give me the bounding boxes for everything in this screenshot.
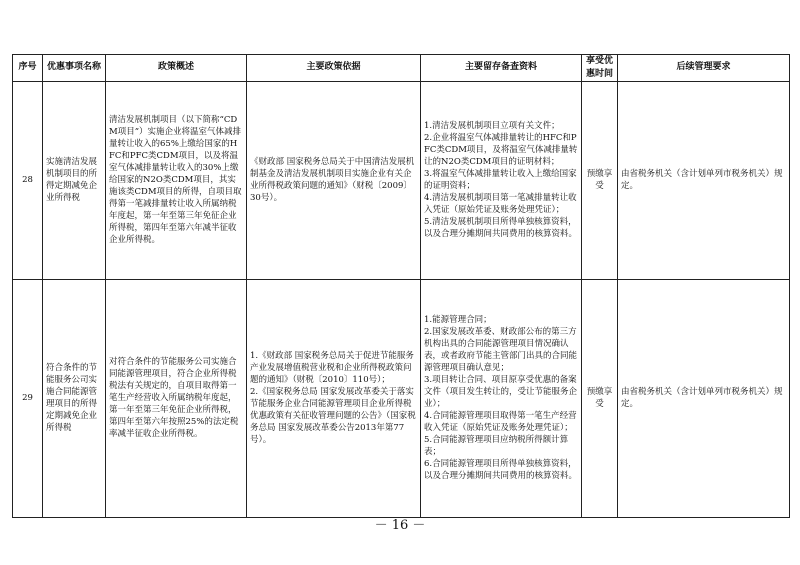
policy-overview: 清洁发展机制项目（以下简称“CDM项目”）实施企业将温室气体减排量转让收入的65%上缴给国家的HFC和PFC类CDM项目，以及将温室气体减排量转让收入的30%上缴给国家的N2O类CDM项目，其实施该类CDM项目的所得，自项目取得第一笔减排量转让收入所属纳税年度起，第一年至第三年免征企业所得税，第四年至第六年减半征收企业所得税。 [106,81,247,279]
material-item: 6.合同能源管理项目所得单独核算资料，以及合理分摊期间共同费用的核算资料。 [424,459,578,482]
policy-basis [247,81,421,279]
row-number: 29 [13,279,43,517]
header-name: 优惠事项名称 [43,55,106,82]
header-followup: 后续管理要求 [618,55,790,82]
header-materials: 主要留存备查资料 [421,55,582,82]
table-row [13,81,790,279]
timing: 预缴享受 [582,81,618,279]
basis-item: 2.《国家税务总局 国家发展改革委关于落实节能服务企业合同能源管理项目企业所得税优惠政策有关征收管理问题的公告》（国家税务总局 国家发展改革委公告2013年第77号）。 [250,386,416,446]
policy-basis [247,279,421,517]
table-row [13,279,790,517]
material-item: 4.清洁发展机制项目第一笔减排量转让收入凭证（原始凭证及账务处理凭证）； [424,193,577,216]
header-no: 序号 [13,55,43,82]
header-basis: 主要政策依据 [247,55,421,82]
policy-overview: 对符合条件的节能服务公司实施合同能源管理项目，符合企业所得税税法有关规定的，自项目取得第一笔生产经营收入所属纳税年度起，第一年至第三年免征企业所得税，第四年至第六年按照25%的法定税率减半征收企业所得税。 [106,279,247,517]
basis-item: 《财政部 国家税务总局关于中国清洁发展机制基金及清洁发展机制项目实施企业有关企业所得税政策问题的通知》（财税〔2009〕30号）。 [250,156,415,204]
material-item: 4.合同能源管理项目取得第一笔生产经营收入凭证（原始凭证及账务处理凭证）； [424,411,577,434]
followup: 由省税务机关（含计划单列市税务机关）规定。 [618,81,790,279]
header-overview: 政策概述 [106,55,247,82]
material-item: 3.项目转让合同、项目原享受优惠的备案文件（项目发生转让的，受让节能服务企业）； [424,374,578,410]
header-row [13,55,790,82]
material-item: 1.清洁发展机制项目立项有关文件； [424,120,560,131]
page-number: － 16 － [374,518,426,533]
material-item: 5.合同能源管理项目应纳税所得额计算表； [424,435,569,458]
material-item: 2.国家发展改革委、财政部公布的第三方机构出具的合同能源管理项目情况确认表，或者政府节能主管部门出具的合同能源管理项目确认意见； [424,326,578,373]
item-name: 符合条件的节能服务公司实施合同能源管理项目的所得定期减免企业所得税 [43,279,106,517]
policy-table [12,54,790,518]
material-item: 3.将温室气体减排量转让收入上缴给国家的证明资料； [424,168,577,192]
materials [421,279,582,517]
material-item: 1.能源管理合同； [424,314,492,325]
materials [421,81,582,279]
header-timing: 享受优惠时间 [582,55,618,82]
timing: 预缴享受 [582,279,618,517]
item-name: 实施清洁发展机制项目的所得定期减免企业所得税 [43,81,106,279]
material-item: 5.清洁发展机制项目所得单独核算资料，以及合理分摊期间共同费用的核算资料。 [424,217,578,240]
row-number: 28 [13,81,43,279]
material-item: 2.企业将温室气体减排量转让的HFC和PFC类CDM项目，及将温室气体减排量转让的N2O类CDM项目的证明材料； [424,132,578,167]
followup: 由省税务机关（含计划单列市税务机关）规定。 [618,279,790,517]
basis-item: 1.《财政部 国家税务总局关于促进节能服务产业发展增值税营业税和企业所得税政策问题的通知》（财税〔2010〕110号）； [250,350,414,385]
